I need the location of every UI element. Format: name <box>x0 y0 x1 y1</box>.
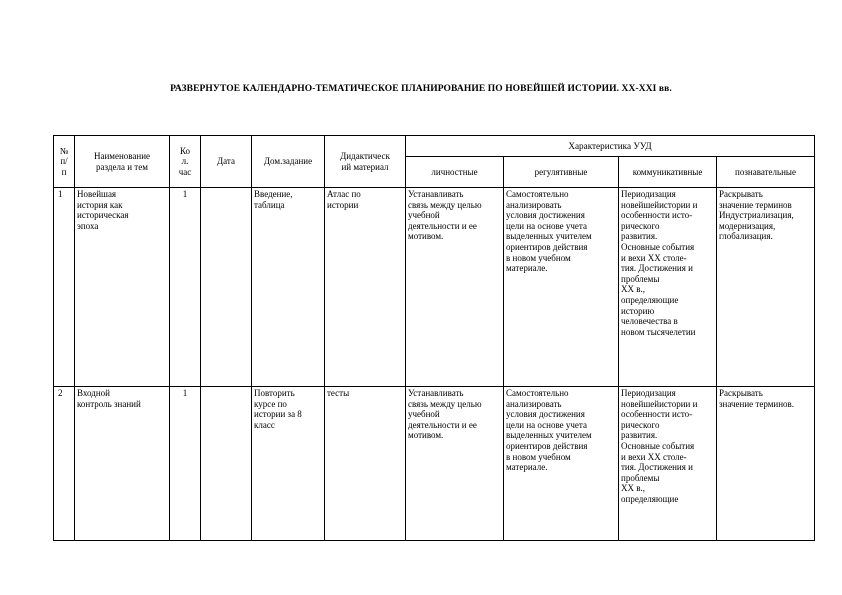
row-regulatory: Самостоятельно анализировать условия достижения цели на основе учета выделенных учителем ориентиров действия в новом учебном материале. <box>504 188 619 387</box>
row-materials: тесты <box>325 387 406 541</box>
header-personal: личностные <box>406 157 504 188</box>
header-num: № п/ п <box>54 136 75 188</box>
header-materials: Дидактическ ий материал <box>325 136 406 188</box>
row-section: Входной контроль знаний <box>75 387 170 541</box>
row-homework: Повторить курсе по истории за 8 класс <box>252 387 325 541</box>
header-communicative: коммуникативные <box>619 157 717 188</box>
header-uud: Характеристика УУД <box>406 136 815 157</box>
row-date <box>201 188 252 387</box>
row-cognitive: Раскрывать значение терминов. <box>717 387 815 541</box>
row-date <box>201 387 252 541</box>
row-hours: 1 <box>170 387 201 541</box>
row-regulatory: Самостоятельно анализировать условия достижения цели на основе учета выделенных учителем ориентиров действия в новом учебном материале. <box>504 387 619 541</box>
header-regulatory: регулятивные <box>504 157 619 188</box>
row-materials: Атлас по истории <box>325 188 406 387</box>
row-homework: Введение, таблица <box>252 188 325 387</box>
planning-table <box>53 135 815 541</box>
page-title: РАЗВЕРНУТОЕ КАЛЕНДАРНО-ТЕМАТИЧЕСКОЕ ПЛАНИРОВАНИЕ ПО НОВЕЙШЕЙ ИСТОРИИ. XX-XXI вв. <box>170 84 672 94</box>
row-communicative: Периодизация новейшейистории и особенности исто- рического развития. Основные события и вехи XX столе- тия. Достижения и проблемы XX в., определяющие <box>619 387 717 541</box>
row-cognitive: Раскрывать значение терминов Индустриализация, модернизация, глобализация. <box>717 188 815 387</box>
header-date: Дата <box>201 136 252 188</box>
row-num: 1 <box>54 188 75 387</box>
row-personal: Устанавливать связь между целью учебной деятельности и ее мотивом. <box>406 387 504 541</box>
header-homework: Дом.задание <box>252 136 325 188</box>
row-section: Новейшая история как историческая эпоха <box>75 188 170 387</box>
header-cognitive: познавательные <box>717 157 815 188</box>
table-row <box>54 387 815 541</box>
header-hours: Ко л. час <box>170 136 201 188</box>
row-personal: Устанавливать связь между целью учебной деятельности и ее мотивом. <box>406 188 504 387</box>
header-section: Наименование раздела и тем <box>75 136 170 188</box>
row-communicative: Периодизация новейшейистории и особенности исто- рического развития. Основные события и вехи XX столе- тия. Достижения и проблемы XX в., определяющие историю человечества в новом тысячелетии <box>619 188 717 387</box>
table-row <box>54 188 815 387</box>
row-num: 2 <box>54 387 75 541</box>
row-hours: 1 <box>170 188 201 387</box>
